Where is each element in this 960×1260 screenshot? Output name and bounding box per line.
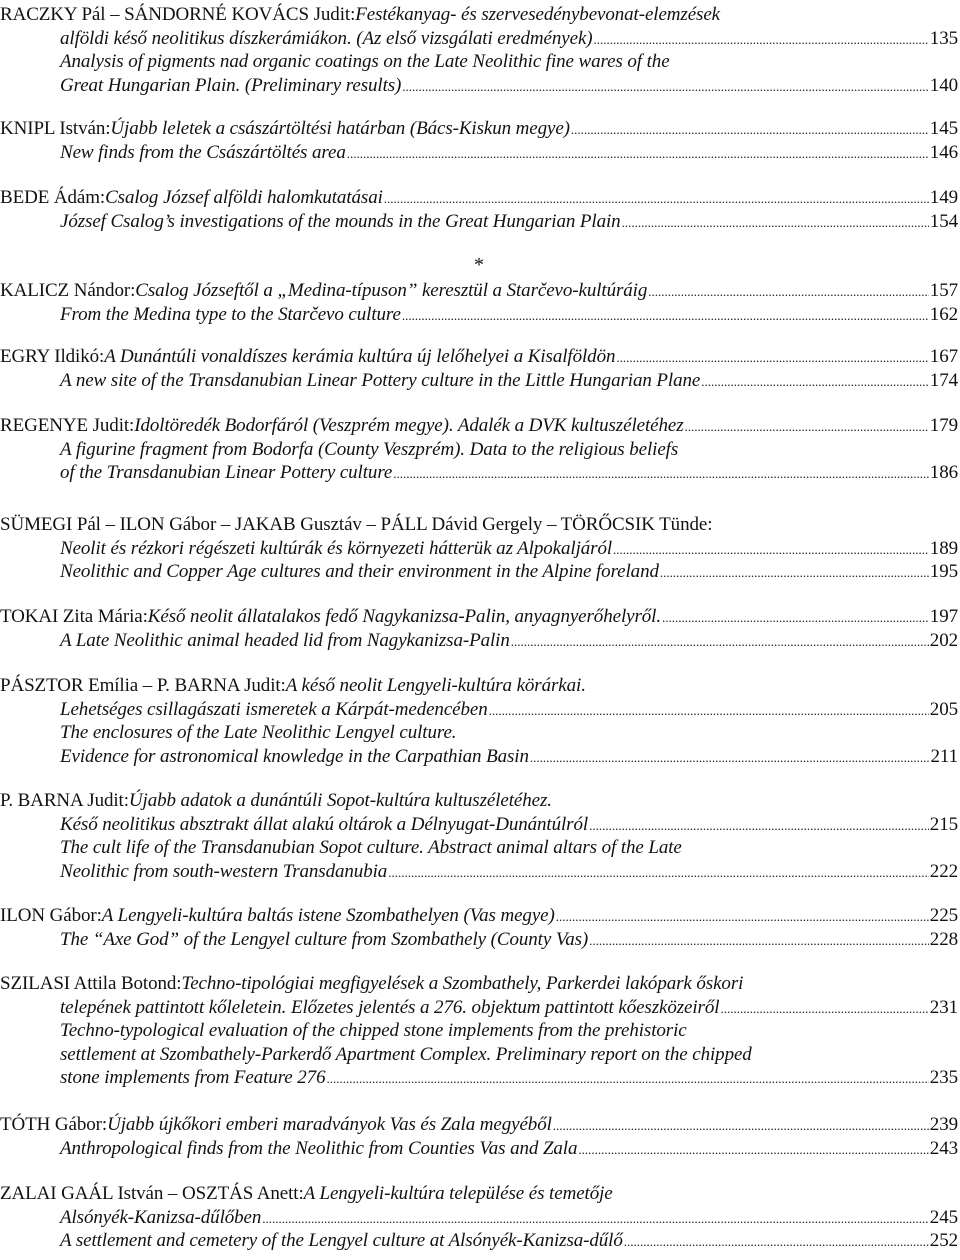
dot-leader: [553, 1113, 929, 1138]
entry-title: telepének pattintott kőleletein. Előzetes jelentés a 276. objektum pattintott kőeszközeiről: [60, 996, 720, 1018]
page-number: 243: [929, 1137, 958, 1159]
page-number: 202: [929, 629, 958, 651]
toc-line: [0, 27, 958, 51]
dot-leader: [648, 279, 929, 304]
entry-title: Neolithic from south-western Transdanubia: [60, 860, 388, 882]
page-number: 239: [929, 1114, 958, 1135]
dot-leader: [660, 560, 929, 585]
dot-leader: [624, 1229, 929, 1254]
entry-title: From the Medina type to the Starčevo culture: [60, 303, 401, 325]
toc-line: [0, 369, 958, 393]
page-number: 167: [929, 346, 958, 367]
entry-title: A new site of the Transdanubian Linear Pottery culture in the Little Hungarian Plane: [60, 369, 701, 391]
entry-title: Újabb adatok a dunántúli Sopot-kultúra kultuszéletéhez.: [128, 790, 552, 811]
toc-entry: [0, 1113, 958, 1160]
entry-title: Evidence for astronomical knowledge in the Carpathian Basin: [60, 745, 529, 767]
entry-authors: ILON Gábor:: [0, 905, 102, 926]
dot-leader: [489, 698, 929, 723]
page-number: 215: [929, 813, 958, 835]
entry-title: A figurine fragment from Bodorfa (County Veszprém). Data to the religious beliefs: [60, 438, 679, 460]
toc-line: [0, 1066, 958, 1090]
toc-line: [0, 414, 958, 438]
dot-leader: [347, 141, 929, 166]
dot-leader: [530, 745, 930, 770]
dot-leader: [613, 537, 929, 562]
dot-leader: [402, 303, 929, 328]
entry-authors: REGENYE Judit:: [0, 415, 135, 436]
dot-leader: [384, 186, 929, 211]
toc-line: [0, 928, 958, 952]
toc-entry: [0, 414, 958, 485]
toc-line: [0, 996, 958, 1020]
toc-entry: [0, 605, 958, 652]
dot-leader: [720, 996, 928, 1021]
dot-leader: [511, 629, 929, 654]
page-number: 140: [929, 74, 958, 96]
page-number: 252: [929, 1230, 958, 1252]
dot-leader: [622, 210, 929, 235]
page-number: 174: [929, 369, 958, 391]
toc-line: [0, 860, 958, 884]
entry-title: Techno-typological evaluation of the chipped stone implements from the prehistoric: [60, 1020, 687, 1042]
entry-authors: SÜMEGI Pál – ILON Gábor – JAKAB Gusztáv – PÁLL Dávid Gergely – TÖRŐCSIK Tünde:: [0, 514, 713, 535]
toc-line: [0, 3, 958, 27]
toc-entry: [0, 1182, 958, 1253]
entry-title: József Csalog’s investigations of the mounds in the Great Hungarian Plain: [60, 210, 621, 232]
toc-entry: [0, 3, 958, 97]
entry-title: The enclosures of the Late Neolithic Lengyel culture.: [60, 722, 457, 744]
dot-leader: [594, 27, 929, 52]
entry-authors: ZALAI GAÁL István – OSZTÁS Anett:: [0, 1183, 304, 1204]
dot-leader: [326, 1066, 928, 1091]
entry-title: Késő neolit állatalakos fedő Nagykanizsa-Palin, anyagnyerőhelyről.: [147, 606, 661, 627]
entry-title: The cult life of the Transdanubian Sopot culture. Abstract animal altars of the Late: [60, 837, 682, 859]
entry-authors: TÓTH Gábor:: [0, 1114, 108, 1135]
toc-line: [0, 904, 958, 928]
page-number: 157: [929, 280, 958, 301]
toc-line: [0, 1137, 958, 1161]
entry-title: alföldi késő neolitikus díszkerámiákon. (Az első vizsgálati eredmények): [60, 27, 593, 49]
toc-entry: [0, 279, 958, 326]
entry-title: A Dunántúli vonaldíszes kerámia kultúra új lelőhelyei a Kisalföldön: [104, 346, 616, 367]
entry-authors: RACZKY Pál – SÁNDORNÉ KOVÁCS Judit:: [0, 4, 356, 25]
toc-line: [0, 1206, 958, 1230]
page-number: 211: [930, 745, 958, 767]
entry-authors: EGRY Ildikó:: [0, 346, 105, 367]
entry-title: New finds from the Császártöltés area: [60, 141, 346, 163]
dot-leader: [662, 605, 929, 630]
entry-title: Analysis of pigments nad organic coatings on the Late Neolithic fine wares of the: [60, 51, 670, 73]
toc-line: [0, 560, 958, 584]
toc-entry: [0, 789, 958, 883]
page-number: 186: [929, 462, 958, 484]
dot-leader: [589, 928, 929, 953]
entry-authors: BEDE Ádám:: [0, 187, 106, 208]
entry-title: A Lengyeli-kultúra baltás istene Szombathelyen (Vas megye): [101, 905, 555, 926]
entry-authors: TOKAI Zita Mária:: [0, 606, 148, 627]
entry-title: A Late Neolithic animal headed lid from Nagykanizsa-Palin: [60, 629, 510, 651]
dot-leader: [578, 1137, 928, 1162]
toc-line: [0, 345, 958, 369]
toc-line: [0, 972, 958, 996]
entry-title: Techno-tipológiai megfigyelések a Szombathely, Parkerdei lakópark őskori: [181, 973, 744, 994]
entry-title: Idoltöredék Bodorfáról (Veszprém megye). Adalék a DVK kultuszéletéhez: [134, 415, 684, 436]
entry-title: A késő neolit Lengyeli-kultúra körárkai.: [285, 675, 586, 696]
entry-authors: PÁSZTOR Emília – P. BARNA Judit:: [0, 675, 286, 696]
entry-title: Csalog József alföldi halomkutatásai: [105, 187, 383, 208]
page-number: 222: [929, 860, 958, 882]
toc-entry: [0, 513, 958, 584]
section-separator: *: [474, 254, 484, 276]
dot-leader: [571, 117, 929, 142]
entry-title: Neolit és rézkori régészeti kultúrák és környezeti hátterük az Alpokaljáról: [60, 537, 613, 559]
toc-entry: [0, 904, 958, 951]
entry-title: The “Axe God” of the Lengyel culture from Szombathely (County Vas): [60, 928, 589, 950]
entry-title: stone implements from Feature 276: [60, 1067, 326, 1089]
toc-entry: [0, 117, 958, 164]
entry-authors: KNIPL István:: [0, 118, 111, 139]
dot-leader: [262, 1206, 929, 1231]
entry-title: Újabb leletek a császártöltési határban (Bács-Kiskun megye): [110, 118, 570, 139]
page-number: 135: [929, 27, 958, 49]
entry-authors: SZILASI Attila Botond:: [0, 973, 182, 994]
dot-leader: [556, 904, 929, 929]
toc-entry: [0, 186, 958, 233]
toc-line: [0, 537, 958, 561]
toc-line: [0, 279, 958, 303]
toc-line: [0, 1019, 958, 1043]
toc-entry: [0, 674, 958, 768]
toc-entry: [0, 972, 958, 1090]
page-number: 179: [929, 415, 958, 436]
toc-line: [0, 186, 958, 210]
entry-title: Neolithic and Copper Age cultures and their environment in the Alpine foreland: [60, 561, 659, 583]
entry-title: Great Hungarian Plain. (Preliminary results): [60, 74, 402, 96]
page-number: 149: [929, 187, 958, 208]
toc-line: [0, 141, 958, 165]
entry-title: Anthropological finds from the Neolithic from Counties Vas and Zala: [60, 1137, 578, 1159]
dot-leader: [402, 74, 929, 99]
toc-line: [0, 698, 958, 722]
entry-authors: P. BARNA Judit:: [0, 790, 129, 811]
entry-title: Lehetséges csillagászati ismeretek a Kárpát-medencében: [60, 698, 488, 720]
toc-line: [0, 210, 958, 234]
page-number: 205: [929, 698, 958, 720]
entry-title: A settlement and cemetery of the Lengyel culture at Alsónyék-Kanizsa-dűlő: [60, 1230, 623, 1252]
page-number: 245: [929, 1206, 958, 1228]
page-number: 225: [929, 905, 958, 926]
toc-line: [0, 438, 958, 462]
toc-line: [0, 836, 958, 860]
entry-authors: KALICZ Nándor:: [0, 280, 136, 301]
page-number: 162: [929, 303, 958, 325]
toc-line: [0, 1182, 958, 1206]
dot-leader: [701, 369, 929, 394]
toc-line: [0, 629, 958, 653]
toc-line: [0, 303, 958, 327]
entry-title: Festékanyag- és szervesedénybevonat-elemzések: [355, 4, 721, 25]
page-number: 235: [929, 1067, 958, 1089]
dot-leader: [388, 860, 929, 885]
page-number: 154: [929, 210, 958, 232]
toc-line: [0, 1229, 958, 1253]
toc-line: [0, 721, 958, 745]
entry-title: Csalog Józseftől a „Medina-típuson” keresztül a Starčevo-kultúráig: [135, 280, 648, 301]
page-number: 189: [929, 537, 958, 559]
toc-line: [0, 605, 958, 629]
toc-line: [0, 74, 958, 98]
dot-leader: [616, 345, 928, 370]
entry-title: settlement at Szombathely-Parkerdő Apartment Complex. Preliminary report on the chipped: [60, 1043, 752, 1065]
entry-title: Alsónyék-Kanizsa-dűlőben: [60, 1206, 262, 1228]
toc-line: [0, 789, 958, 813]
toc-line: [0, 461, 958, 485]
toc-line: [0, 513, 958, 537]
dot-leader: [393, 461, 929, 486]
entry-title: Késő neolitikus absztrakt állat alakú oltárok a Délnyugat-Dunántúlról: [60, 813, 589, 835]
page-number: 145: [929, 118, 958, 139]
toc-line: [0, 745, 958, 769]
page-number: 231: [929, 996, 958, 1018]
toc-line: [0, 1043, 958, 1067]
toc-line: [0, 674, 958, 698]
page-number: 146: [929, 141, 958, 163]
toc-line: [0, 117, 958, 141]
dot-leader: [589, 813, 929, 838]
page-number: 195: [929, 561, 958, 583]
page-number: 228: [929, 928, 958, 950]
toc-line: [0, 813, 958, 837]
toc-entry: [0, 345, 958, 392]
page-number: 197: [929, 606, 958, 627]
toc-line: [0, 1113, 958, 1137]
dot-leader: [685, 414, 929, 439]
toc-line: [0, 50, 958, 74]
entry-title: Újabb újkőkori emberi maradványok Vas és Zala megyéből: [107, 1114, 552, 1135]
entry-title: of the Transdanubian Linear Pottery culture: [60, 462, 393, 484]
entry-title: A Lengyeli-kultúra települése és temetője: [303, 1183, 613, 1204]
